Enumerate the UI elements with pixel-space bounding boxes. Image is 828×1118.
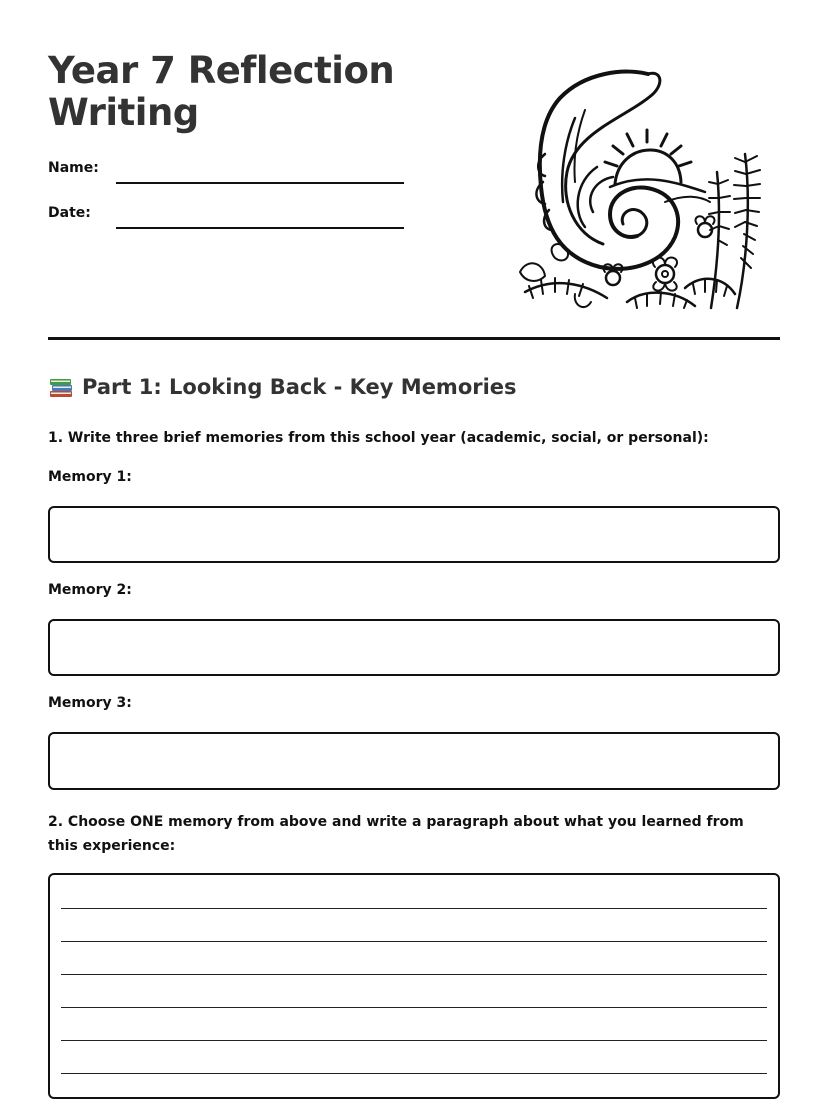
paragraph-answer-box[interactable] <box>48 873 780 1099</box>
memory-1-input[interactable] <box>48 506 780 563</box>
date-label: Date: <box>48 205 91 221</box>
memory-2-input[interactable] <box>48 619 780 676</box>
date-field <box>48 205 408 235</box>
memory-2-label: Memory 2: <box>48 582 132 598</box>
writing-line <box>61 974 767 975</box>
name-field <box>48 160 408 190</box>
memory-3-label: Memory 3: <box>48 695 132 711</box>
page-title <box>48 50 394 134</box>
writing-line <box>61 1073 767 1074</box>
writing-line <box>61 908 767 909</box>
memory-3-input[interactable] <box>48 732 780 790</box>
writing-line <box>61 1007 767 1008</box>
name-line[interactable] <box>116 182 404 184</box>
name-label: Name: <box>48 160 99 176</box>
page-title-line-2: Writing <box>48 91 199 134</box>
page-title-line-1: Year 7 Reflection <box>48 49 395 92</box>
memory-1-label: Memory 1: <box>48 469 132 485</box>
section-divider <box>48 337 780 340</box>
question-1: 1. Write three brief memories from this school year (academic, social, or personal): <box>48 430 709 446</box>
question-2: 2. Choose ONE memory from above and write a paragraph about what you learned from this experience: <box>48 814 744 854</box>
books-icon <box>48 374 74 400</box>
writing-line <box>61 941 767 942</box>
writing-line <box>61 1040 767 1041</box>
part1-heading-text: Part 1: Looking Back - Key Memories <box>82 375 517 399</box>
date-line[interactable] <box>116 227 404 229</box>
koru-fern-sun-illustration <box>515 62 777 314</box>
part1-heading <box>48 374 517 400</box>
